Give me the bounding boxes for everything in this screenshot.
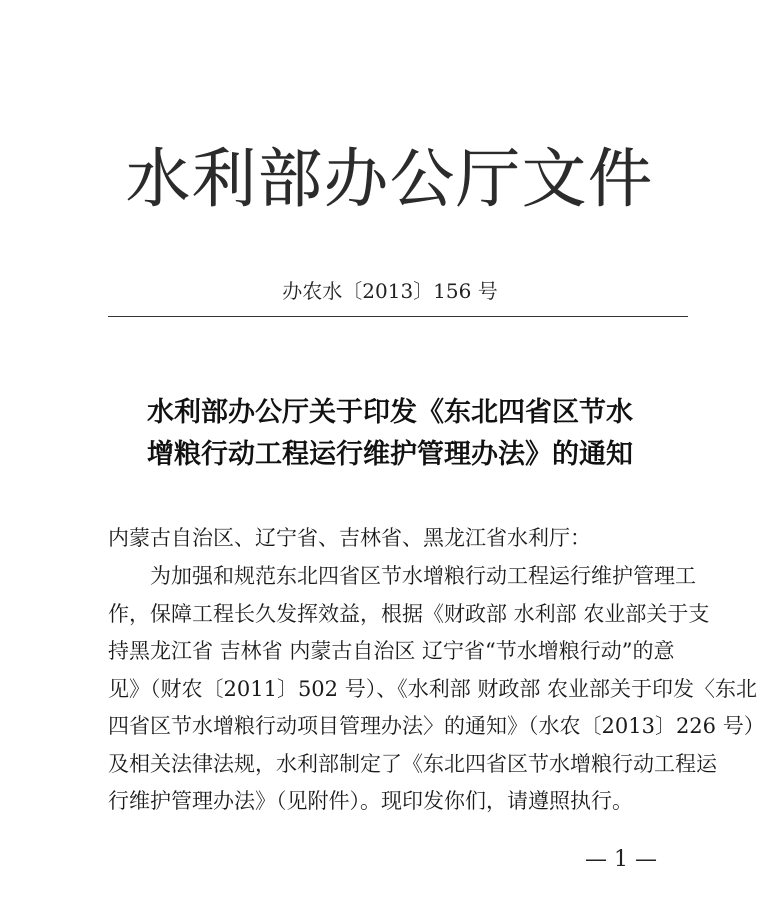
- page-number: — 1 —: [585, 847, 657, 872]
- body-line: 及相关法律法规，水利部制定了《东北四省区节水增粮行动工程运: [108, 751, 717, 776]
- body-line: 持黑龙江省 吉林省 内蒙古自治区 辽宁省“节水增粮行动”的意: [108, 639, 675, 663]
- body-line: 为加强和规范东北四省区节水增粮行动工程运行维护管理工: [150, 564, 696, 588]
- body-line: 见》（财农〔2011〕502 号）、《水利部 财政部 农业部关于印发〈东北: [108, 676, 758, 701]
- body-line: 行维护管理办法》（见附件）。现印发你们，请遵照执行。: [108, 789, 633, 813]
- body-paragraph: [108, 558, 765, 821]
- salutation: 内蒙古自治区、辽宁省、吉林省、黑龙江省水利厅：: [108, 526, 591, 550]
- notice-title: [0, 392, 780, 476]
- notice-title-line: 增粮行动工程运行维护管理办法》的通知: [147, 439, 633, 470]
- header-divider: [108, 316, 688, 317]
- document-number: 办农水〔2013〕156 号: [282, 279, 498, 303]
- notice-title-line: 水利部办公厅关于印发《东北四省区节水: [147, 397, 633, 428]
- document-header-title: 水利部办公厅文件: [126, 143, 654, 217]
- body-line: 四省区节水增粮行动项目管理办法〉的通知》（水农〔2013〕226 号）: [108, 714, 765, 738]
- body-line: 作，保障工程长久发挥效益，根据《财政部 水利部 农业部关于支: [108, 601, 710, 626]
